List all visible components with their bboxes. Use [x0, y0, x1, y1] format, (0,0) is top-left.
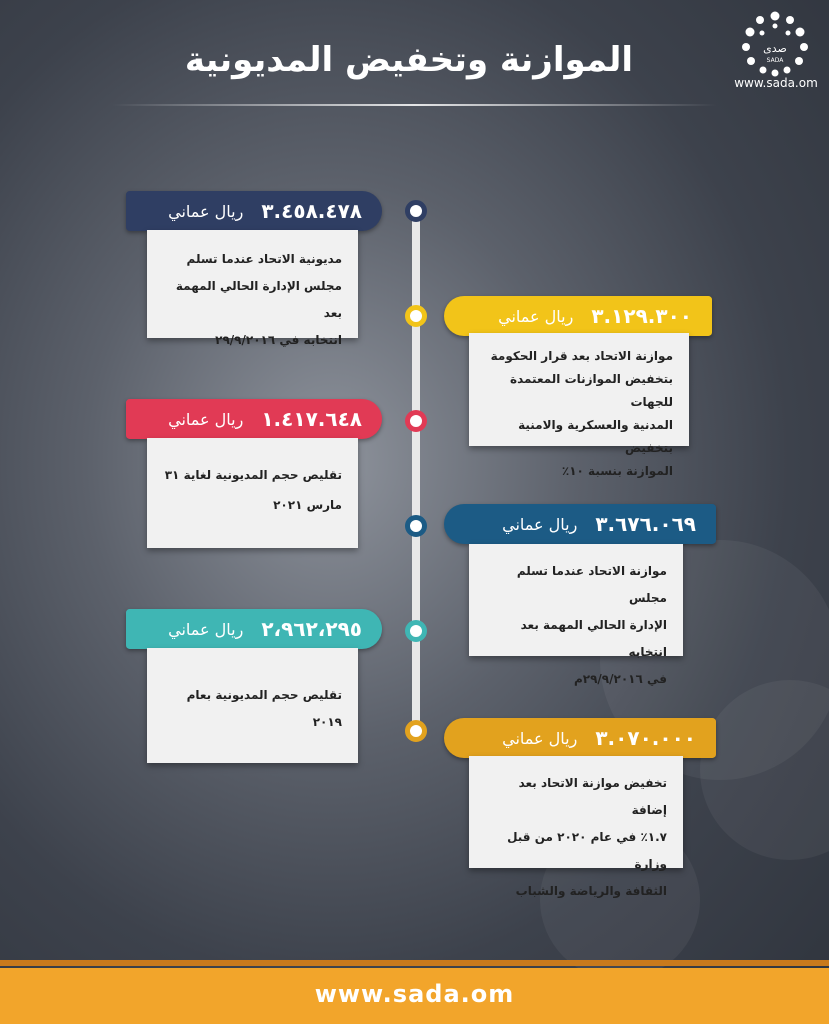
logo-url: www.sada.om	[734, 76, 818, 90]
amount-unit: ريال عماني	[498, 306, 574, 326]
timeline-dot	[405, 305, 427, 327]
card-line: في ٢٩/٩/٢٠١٦م	[573, 672, 667, 686]
amount-unit: ريال عماني	[168, 201, 244, 221]
amount-unit: ريال عماني	[502, 514, 578, 534]
amount-unit: ريال عماني	[168, 619, 244, 639]
card-line: تقليص حجم المديونية لغاية ٣١	[164, 468, 342, 482]
card-line: الإدارة الحالي المهمة بعد انتخابه	[520, 618, 667, 659]
amount-pill	[444, 504, 716, 544]
amount-pill	[126, 191, 382, 231]
timeline-card	[147, 648, 358, 763]
card-line: ١.٧٪ في عام ٢٠٢٠ من قبل وزارة	[507, 830, 667, 871]
timeline-dot	[405, 620, 427, 642]
card-line: المدنية والعسكرية والامنية بتخفيض	[518, 418, 673, 455]
card-line: مارس ٢٠٢١	[273, 498, 342, 512]
amount-value: ٣.٤٥٨.٤٧٨	[261, 199, 362, 223]
timeline-dot	[405, 200, 427, 222]
footer-accent-band	[0, 960, 829, 966]
amount-value: ٣.٦٧٦.٠٦٩	[595, 512, 696, 536]
timeline-line	[412, 210, 420, 730]
timeline-dot	[405, 410, 427, 432]
amount-value: ٣.١٢٩.٣٠٠	[591, 304, 692, 328]
card-line: مديونية الاتحاد عندما تسلم	[186, 252, 342, 266]
logo-arabic-text: صدى	[763, 42, 787, 55]
amount-unit: ريال عماني	[168, 409, 244, 429]
footer-url: www.sada.om	[314, 980, 515, 1008]
timeline-card	[469, 333, 689, 478]
amount-value: ١.٤١٧.٦٤٨	[261, 407, 362, 431]
amount-value: ٢،٩٦٢،٢٩٥	[261, 617, 362, 641]
page-title: الموازنة وتخفيض المديونية	[184, 40, 634, 80]
amount-unit: ريال عماني	[502, 728, 578, 748]
card-line: موازنة الاتحاد بعد قرار الحكومة	[490, 349, 673, 363]
timeline-dot	[405, 515, 427, 537]
amount-pill	[444, 718, 716, 758]
amount-pill	[444, 296, 712, 336]
logo-latin-text: SADA	[766, 57, 784, 64]
timeline-dot	[405, 720, 427, 742]
timeline-card	[147, 438, 358, 548]
timeline-card	[469, 756, 683, 898]
timeline-card	[147, 230, 358, 347]
timeline-card	[469, 544, 683, 686]
card-line: تخفيض موازنة الاتحاد بعد إضافة	[518, 776, 667, 817]
card-line: مجلس الإدارة الحالي المهمة بعد	[175, 279, 342, 320]
card-line: الموازنة بنسبة ١٠٪	[561, 464, 673, 478]
card-line: الثقافة والرياضة والشباب	[515, 884, 667, 898]
amount-pill	[126, 399, 382, 439]
amount-pill	[126, 609, 382, 649]
header-divider	[112, 104, 717, 106]
card-line: بتخفيض الموازنات المعتمدة للجهات	[510, 372, 673, 409]
card-line: انتخابه في ٢٩/٩/٢٠١٦	[215, 333, 342, 347]
card-line: موازنة الاتحاد عندما تسلم مجلس	[516, 564, 667, 605]
card-line: تقليص حجم المديونية بعام ٢٠١٩	[186, 688, 342, 729]
amount-value: ٣.٠٧٠.٠٠٠	[595, 726, 696, 750]
